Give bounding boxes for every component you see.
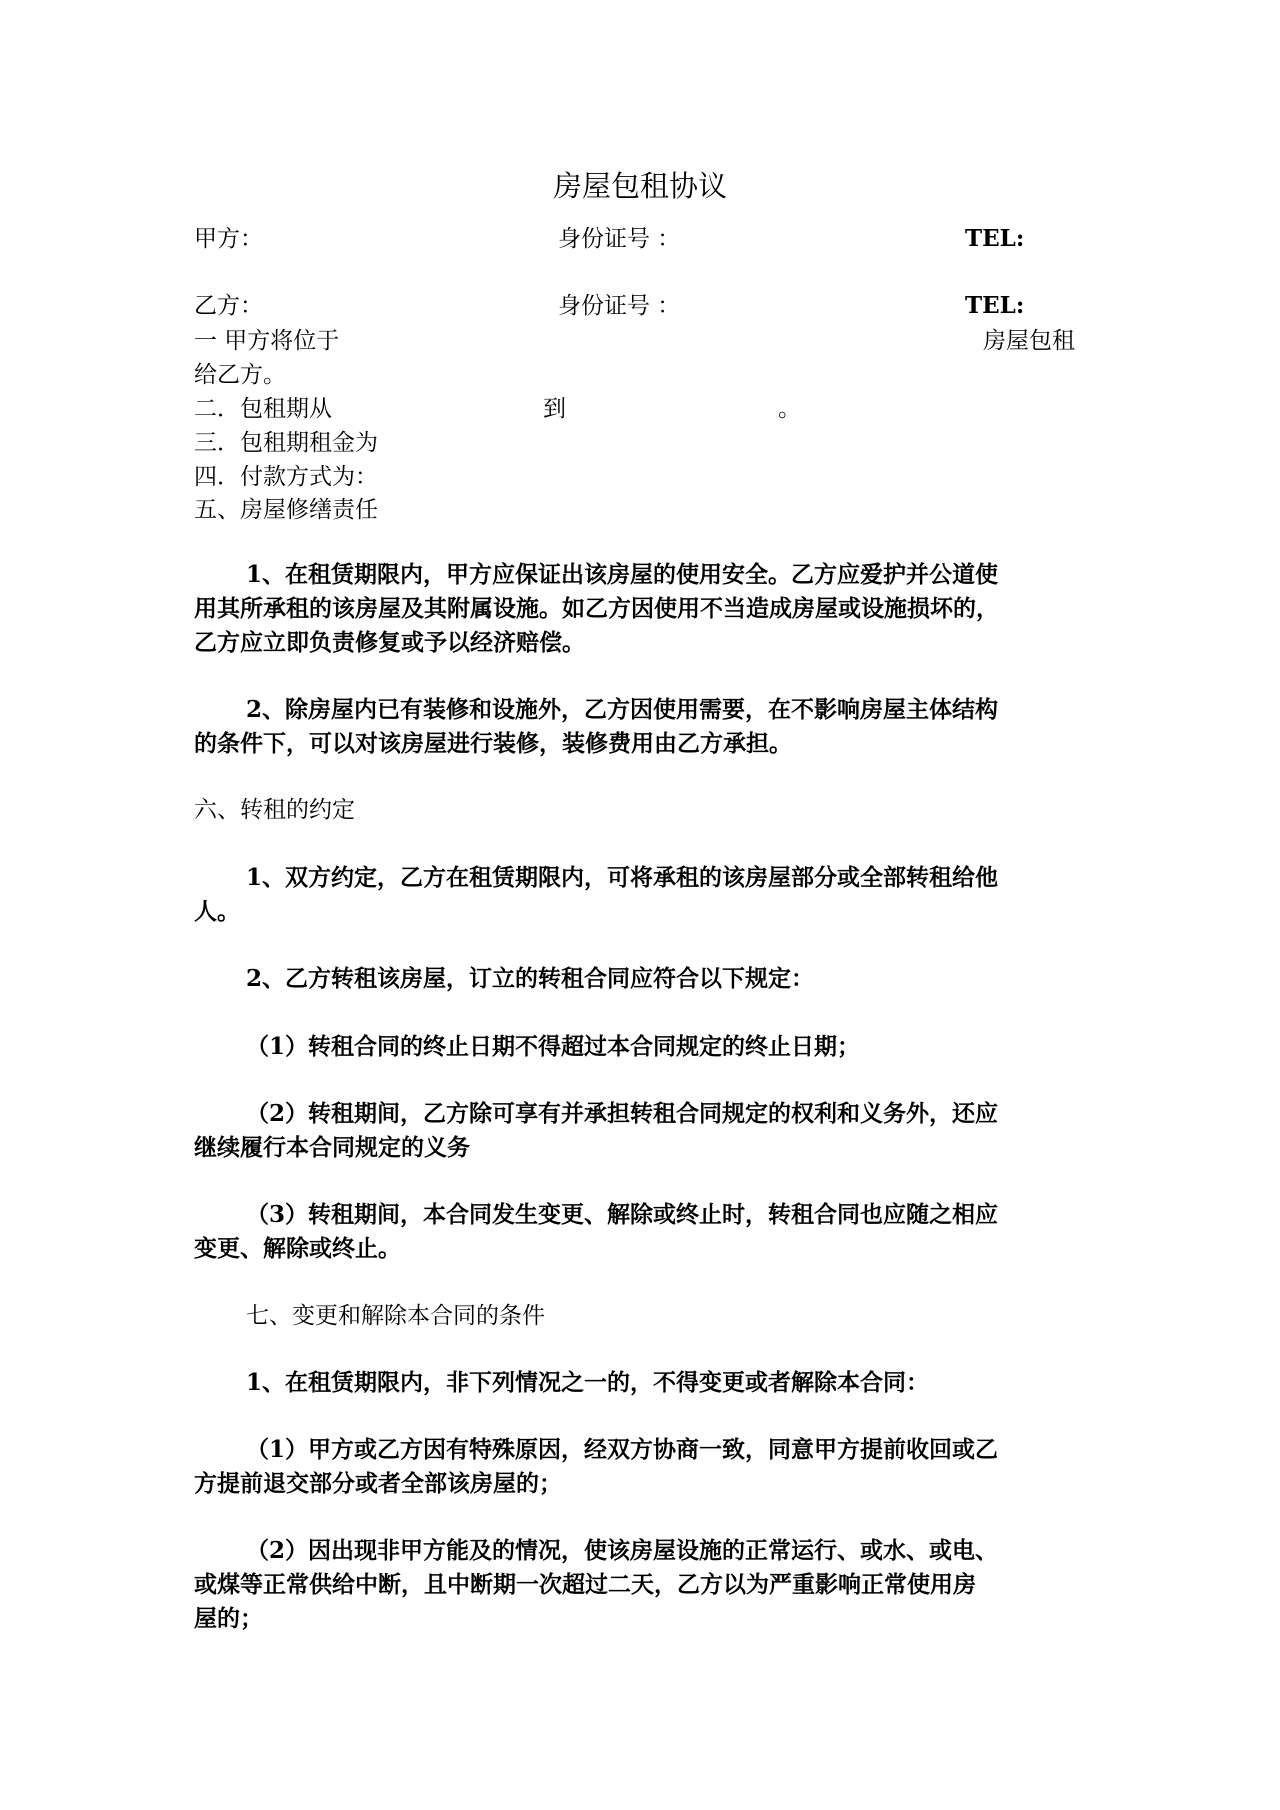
clause7-s1-line2: 方提前退交部分或者全部该房屋的； <box>194 1470 562 1497</box>
clause5-p1-line3: 乙方应立即负责修复或予以经济赔偿。 <box>194 629 585 656</box>
clause7-s2-line2: 或煤等正常供给中断，且中断期一次超过二天，乙方以为严重影响正常使用房 <box>194 1571 976 1598</box>
clause1-continuation: 给乙方。 <box>194 362 286 388</box>
party-b-id-label: 身份证号 ： <box>558 293 681 319</box>
clause6-heading: 六、转租的约定 <box>194 797 355 823</box>
clause6-p2: 2、乙方转租该房屋，订立的转租合同应符合以下规定： <box>246 965 815 992</box>
clause7-heading: 七、变更和解除本合同的条件 <box>246 1303 545 1329</box>
clause1-left: 一 甲方将位于 <box>194 328 340 354</box>
clause7-s2-line3: 屋的； <box>194 1605 263 1632</box>
clause5-p1-line2: 用其所承租的该房屋及其附属设施。如乙方因使用不当造成房屋或设施损坏的， <box>194 595 999 622</box>
clause7-p1: 1、在租赁期限内，非下列情况之一的，不得变更或者解除本合同： <box>246 1369 930 1396</box>
clause6-p1-line1: 1、双方约定，乙方在租赁期限内，可将承租的该房屋部分或全部转租给他 <box>246 864 999 891</box>
clause2-to: 到 <box>543 396 566 422</box>
party-b-tel-label: TEL: <box>965 292 1025 319</box>
clause4: 四．付款方式为： <box>194 464 378 490</box>
clause6-s3-line2: 变更、解除或终止。 <box>194 1235 401 1262</box>
clause6-s2-line2: 继续履行本合同规定的义务 <box>194 1134 470 1161</box>
party-b-label: 乙方： <box>194 293 263 319</box>
clause5-heading: 五、房屋修缮责任 <box>194 497 378 523</box>
clause2-left: 二．包租期从 <box>194 396 332 422</box>
clause2-end: 。 <box>778 396 801 422</box>
clause6-p1-line2: 人。 <box>194 898 240 925</box>
clause7-s2-line1: （2）因出现非甲方能及的情况，使该房屋设施的正常运行、或水、或电、 <box>246 1537 999 1564</box>
clause3: 三．包租期租金为 <box>194 430 378 456</box>
clause6-s1: （1）转租合同的终止日期不得超过本合同规定的终止日期； <box>246 1033 861 1060</box>
party-a-id-label: 身份证号 ： <box>558 226 681 252</box>
clause5-p1-line1: 1、在租赁期限内，甲方应保证出该房屋的使用安全。乙方应爱护并公道使 <box>246 561 999 588</box>
clause1-right: 房屋包租 <box>983 328 1075 354</box>
clause6-s3-line1: （3）转租期间，本合同发生变更、解除或终止时，转租合同也应随之相应 <box>246 1201 999 1228</box>
party-a-label: 甲方： <box>194 226 263 252</box>
party-a-tel-label: TEL: <box>965 225 1025 252</box>
clause5-p2-line1: 2、除房屋内已有装修和设施外，乙方因使用需要，在不影响房屋主体结构 <box>246 696 999 723</box>
clause7-s1-line1: （1）甲方或乙方因有特殊原因，经双方协商一致，同意甲方提前收回或乙 <box>246 1436 999 1463</box>
clause6-s2-line1: （2）转租期间，乙方除可享有并承担转租合同规定的权利和义务外，还应 <box>246 1100 999 1127</box>
document-title: 房屋包租协议 <box>552 169 727 203</box>
clause5-p2-line2: 的条件下，可以对该房屋进行装修，装修费用由乙方承担。 <box>194 730 792 757</box>
